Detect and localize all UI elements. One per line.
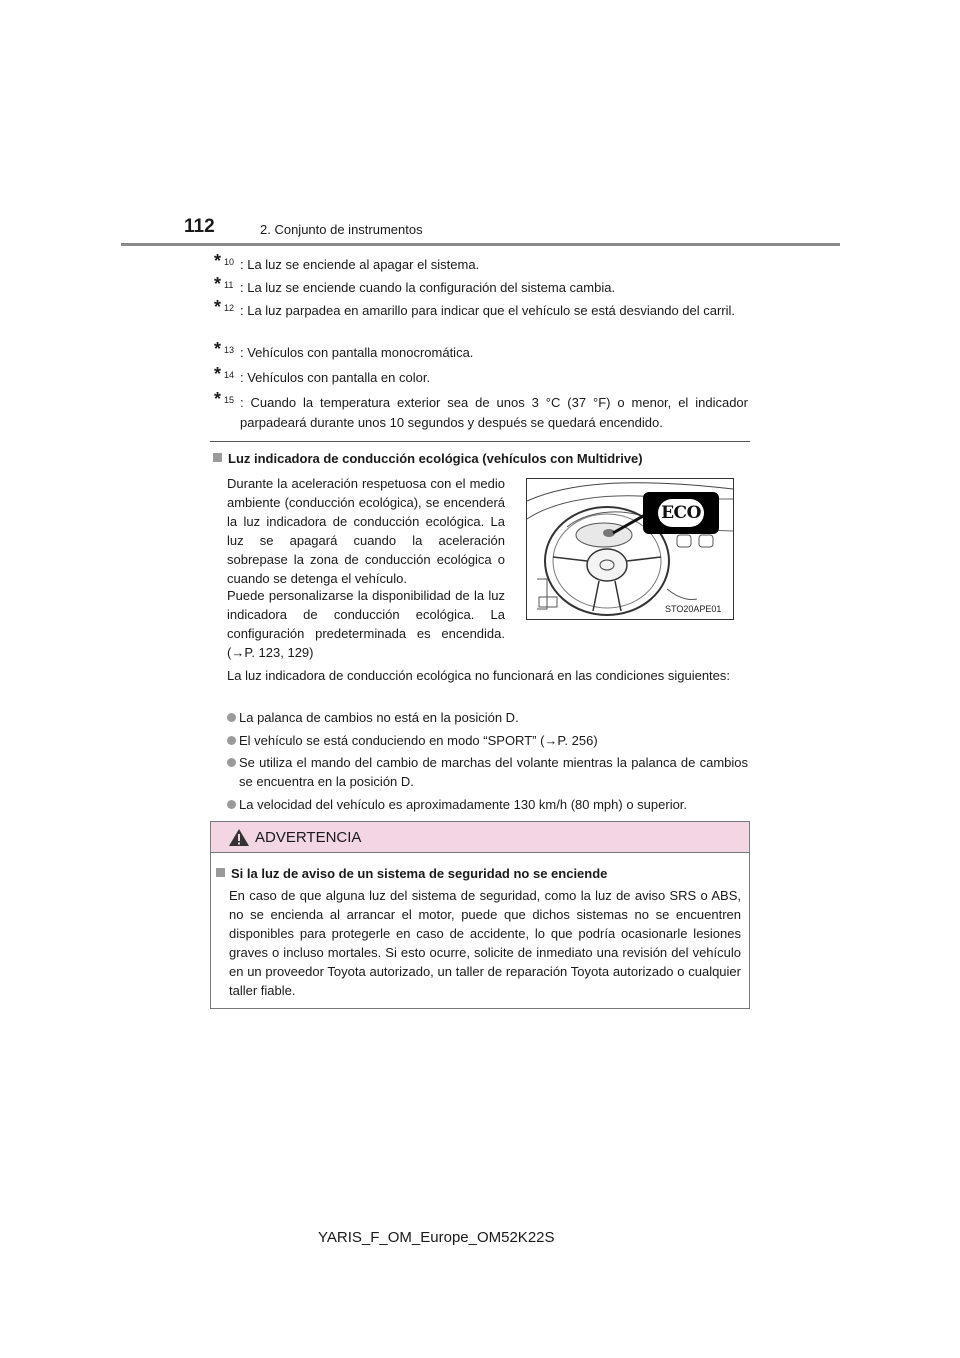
footnote-15	[214, 389, 748, 433]
page-number: 112	[184, 216, 215, 237]
square-bullet-icon	[216, 868, 225, 877]
eco-description-paragraph: Durante la aceleración respetuosa con el medio ambiente (conducción ecológica), se encenderá la luz indicadora de conducción ecológica. La luz se apagará cuando la aceleración sobrepase la zona de conducción ecológica o cuando se detenga el vehículo.	[227, 476, 505, 586]
dashboard-illustration	[526, 478, 734, 620]
eco-callout-badge	[643, 492, 719, 534]
footnote-14	[214, 364, 748, 388]
warning-triangle-icon	[228, 828, 250, 847]
footnote-text: : La luz se enciende al apagar el sistema.	[240, 257, 480, 272]
header-divider	[121, 243, 840, 246]
footnote-text: : La luz parpadea en amarillo para indicar que el vehículo se está desviando del carril.	[240, 303, 736, 318]
footnote-number: 13	[224, 345, 235, 355]
figure-code: STO20APE01	[665, 604, 722, 614]
bullet-icon	[227, 736, 236, 745]
list-item-text: El vehículo se está conduciendo en modo “SPORT” (→P. 256)	[239, 733, 598, 748]
footnote-text: : Vehículos con pantalla en color.	[240, 370, 431, 385]
footnote-10	[214, 251, 748, 275]
footnote-text: : Vehículos con pantalla monocromática.	[240, 345, 474, 360]
footnote-divider	[210, 441, 750, 442]
footnote-number: 11	[224, 280, 234, 290]
chapter-title: 2. Conjunto de instrumentos	[260, 222, 423, 237]
square-bullet-icon	[213, 453, 222, 462]
section-heading	[213, 451, 643, 466]
eco-indicator-icon: ECO	[658, 499, 704, 527]
bullet-icon	[227, 713, 236, 722]
warning-body: En caso de que alguna luz del sistema de seguridad, como la luz de aviso SRS o ABS, no se encienda al arrancar el motor, puede que dichos sistemas no se encuentren disponibles para protegerle en caso de accidente, lo que podría ocasionarle lesiones graves o incluso mortales. Si esto ocurre, solicite de inmediato una revisión del vehículo en un proveedor Toyota autorizado, un taller de reparación Toyota autorizado o cualquier taller fiable.	[229, 888, 741, 998]
footnote-asterisk: *	[214, 364, 222, 384]
eco-customization-paragraph: Puede personalizarse la disponibilidad de la luz indicadora de conducción ecológica. La configuración predeterminada es encendida. (→P. 123, 129)	[227, 588, 505, 660]
list-item-text: La velocidad del vehículo es aproximadamente 130 km/h (80 mph) o superior.	[239, 797, 688, 812]
document-code: YARIS_F_OM_Europe_OM52K22S	[318, 1229, 555, 1246]
footnote-asterisk: *	[214, 251, 222, 271]
bullet-icon	[227, 800, 236, 809]
list-item	[227, 753, 748, 791]
bullet-icon	[227, 758, 236, 767]
footnote-asterisk: *	[214, 297, 222, 317]
footnote-asterisk: *	[214, 339, 222, 359]
warning-subheading-text: Si la luz de aviso de un sistema de seguridad no se enciende	[231, 866, 608, 881]
section-heading-text: Luz indicadora de conducción ecológica (vehículos con Multidrive)	[228, 451, 643, 466]
footnote-text: : Cuando la temperatura exterior sea de unos 3 °C (37 °F) o menor, el indicador parpadeará durante unos 10 segundos y después se quedará encendido.	[240, 395, 748, 430]
footnote-11	[214, 274, 748, 298]
warning-subheading	[216, 866, 607, 881]
footnote-12	[214, 297, 748, 321]
warning-title: ADVERTENCIA	[255, 829, 362, 846]
conditions-intro: La luz indicadora de conducción ecológica no funcionará en las condiciones siguientes:	[227, 668, 731, 683]
list-item	[227, 795, 748, 814]
footnote-13	[214, 339, 748, 363]
list-item	[227, 731, 748, 750]
warning-header	[211, 822, 749, 853]
footnote-asterisk: *	[214, 274, 222, 294]
footnote-number: 12	[224, 303, 235, 313]
list-item	[227, 708, 748, 727]
footnote-text: : La luz se enciende cuando la configuración del sistema cambia.	[240, 280, 616, 295]
footnote-number: 14	[224, 370, 235, 380]
footnote-number: 15	[224, 395, 235, 405]
footnote-asterisk: *	[214, 389, 222, 409]
list-item-text: Se utiliza el mando del cambio de marchas del volante mientras la palanca de cambios se encuentra en la posición D.	[239, 755, 748, 789]
warning-box	[210, 821, 750, 1009]
list-item-text: La palanca de cambios no está en la posición D.	[239, 710, 519, 725]
footnote-number: 10	[224, 257, 235, 267]
